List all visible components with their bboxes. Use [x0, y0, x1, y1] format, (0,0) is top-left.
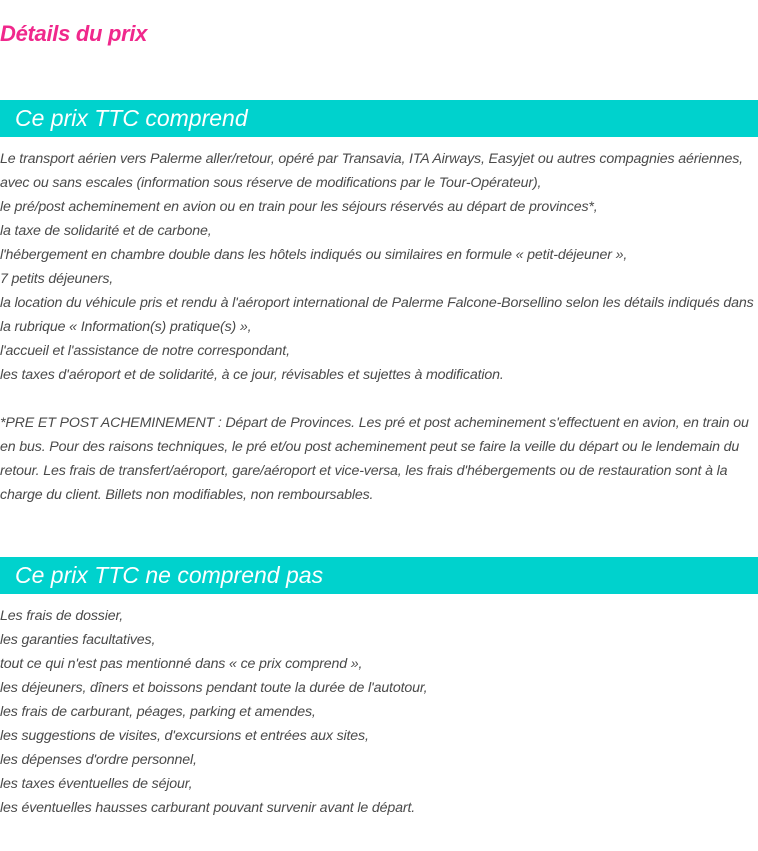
list-item: les déjeuners, dîners et boissons pendant toute la durée de l'autotour,: [0, 680, 428, 696]
list-item: Le transport aérien vers Palerme aller/retour, opéré par Transavia, ITA Airways, Easyjet ou autres compagnies aériennes, avec ou sans escales (information sous réserve de modifications par le Tour-Opérateur),: [0, 151, 743, 191]
excludes-heading: Ce prix TTC ne comprend pas: [0, 557, 758, 594]
list-item: la taxe de solidarité et de carbone,: [0, 223, 212, 239]
list-item: le pré/post acheminement en avion ou en train pour les séjours réservés au départ de provinces*,: [0, 199, 598, 215]
list-item: l'hébergement en chambre double dans les hôtels indiqués ou similaires en formule « petit-déjeuner »,: [0, 247, 628, 263]
list-item: les taxes d'aéroport et de solidarité, à ce jour, révisables et sujettes à modification.: [0, 367, 504, 383]
excludes-list: [0, 604, 758, 820]
includes-list: [0, 147, 758, 387]
footnote-text: *PRE ET POST ACHEMINEMENT : Départ de Provinces. Les pré et post acheminement s'effectuent en avion, en train ou en bus. Pour des raisons techniques, le pré et/ou post acheminement peut se faire la veille du départ ou le lendemain du retour. Les frais de transfert/aéroport, gare/aéroport et vice-versa, les frais d'hébergements ou de restauration sont à la charge du client. Billets non modifiables, non remboursables.: [0, 415, 749, 503]
list-item: Les frais de dossier,: [0, 608, 124, 624]
page-title: Détails du prix: [0, 21, 148, 46]
footnote: [0, 411, 758, 507]
list-item: les dépenses d'ordre personnel,: [0, 752, 197, 768]
list-item: 7 petits déjeuners,: [0, 271, 114, 287]
list-item: les éventuelles hausses carburant pouvant survenir avant le départ.: [0, 800, 416, 816]
list-item: les taxes éventuelles de séjour,: [0, 776, 193, 792]
includes-heading: Ce prix TTC comprend: [0, 100, 758, 137]
list-item: les frais de carburant, péages, parking et amendes,: [0, 704, 316, 720]
list-item: les garanties facultatives,: [0, 632, 156, 648]
list-item: tout ce qui n'est pas mentionné dans « ce prix comprend »,: [0, 656, 363, 672]
list-item: la location du véhicule pris et rendu à l'aéroport international de Palerme Falcone-Borsellino selon les détails indiqués dans la rubrique « Information(s) pratique(s) »,: [0, 295, 754, 335]
list-item: l'accueil et l'assistance de notre correspondant,: [0, 343, 290, 359]
list-item: les suggestions de visites, d'excursions et entrées aux sites,: [0, 728, 369, 744]
